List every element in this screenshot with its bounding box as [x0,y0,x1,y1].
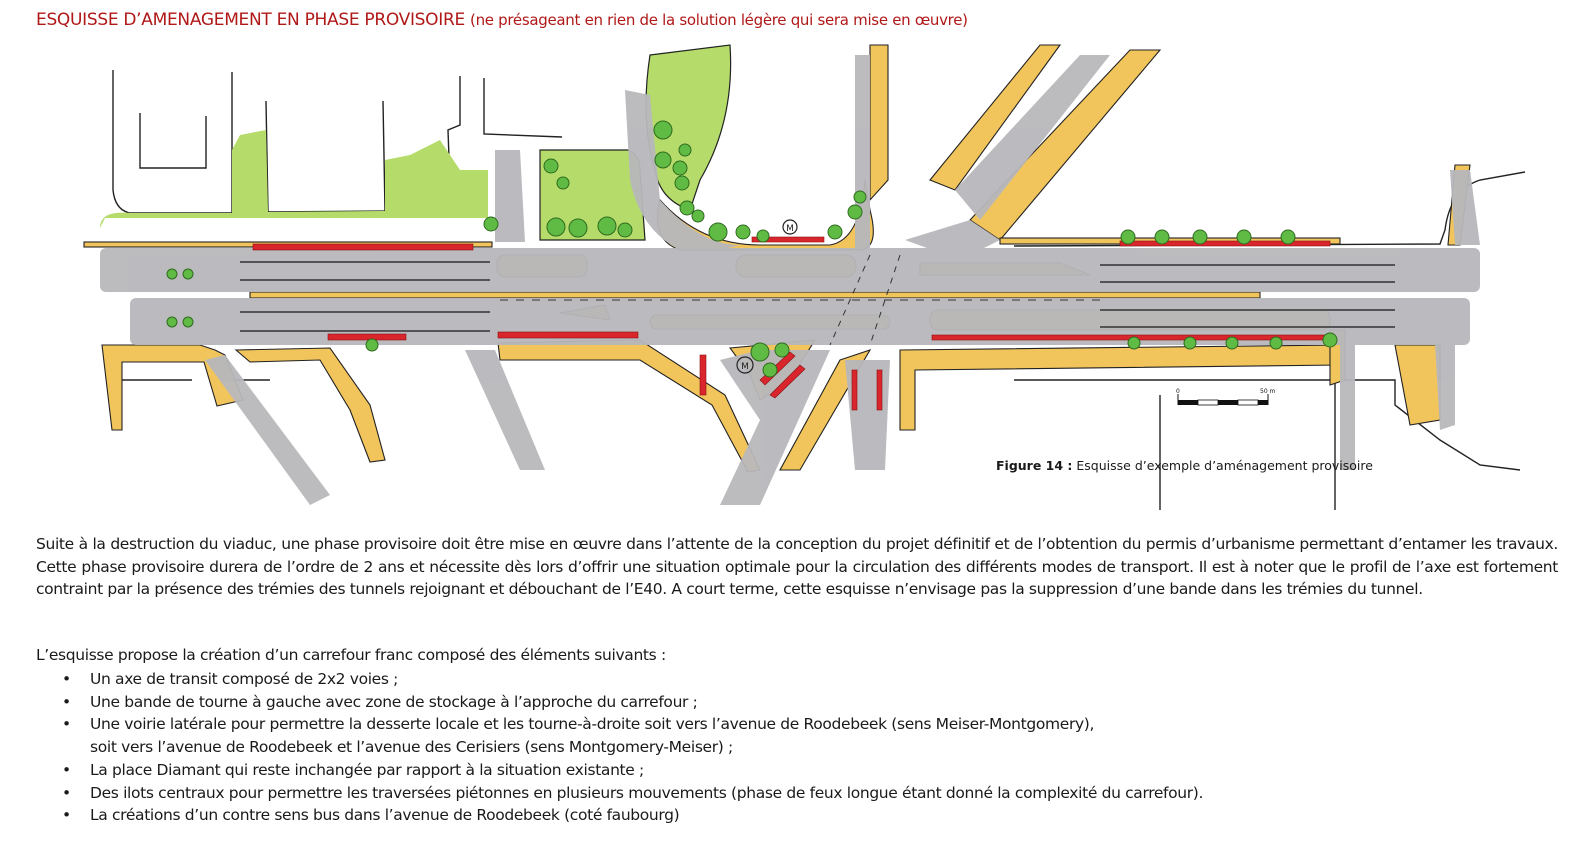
svg-text:M: M [786,224,794,234]
list-item: • Une bande de tourne à gauche avec zone de stockage à l’approche du carrefour ; [62,691,1203,714]
elements-list [62,668,1203,827]
figure-caption-text: Esquisse d’exemple d’aménagement provisoire [1072,458,1373,473]
title-subtitle: (ne présageant en rien de la solution légère qui sera mise en œuvre) [470,11,968,29]
list-item-continuation: soit vers l’avenue de Roodebeek et l’avenue des Cerisiers (sens Montgomery-Meiser) ; [90,738,733,757]
list-item: • Un axe de transit composé de 2x2 voies ; [62,668,1203,691]
list-item: • Des ilots centraux pour permettre les traversées piétonnes en plusieurs mouvements (phase de feux longue étant donné la complexité du carrefour). [62,782,1203,805]
svg-text:M: M [741,362,749,372]
scale-bar [1176,388,1276,405]
title-main: ESQUISSE D’AMENAGEMENT EN PHASE PROVISOIRE [36,10,465,30]
section-title [36,10,968,30]
intersection-sketch-map [0,40,1595,510]
body-paragraph: Suite à la destruction du viaduc, une phase provisoire doit être mise en œuvre dans l’attente de la conception du projet définitif et de l’obtention du permis d’urbanisme permettant d’entamer les travaux. Cette phase provisoire durera de l’ordre de 2 ans et nécessite dès lors d’offrir une situation optimale pour la circulation des différents modes de transport. Il est à noter que le profil de l’axe est fortement contraint par la présence des trémies des tunnels rejoignant et débouchant de l’E40. A court terme, cette esquisse n’envisage pas la suppression d’une bande dans les trémies du tunnel. [36,535,1558,598]
list-intro: L’esquisse propose la création d’un carrefour franc composé des éléments suivants : [36,646,666,664]
list-item: • La créations d’un contre sens bus dans l’avenue de Roodebeek (coté faubourg) [62,804,1203,827]
scale-end-label: 50 m [1260,388,1276,395]
figure-caption [996,458,1373,473]
figure-label: Figure 14 : [996,458,1073,473]
list-item: • La place Diamant qui reste inchangée par rapport à la situation existante ; [62,759,1203,782]
scale-start-label: 0 [1176,388,1180,395]
list-item: • Une voirie latérale pour permettre la desserte locale et les tourne-à-droite soit vers l’avenue de Roodebeek (sens Meiser-Montgomery), [62,713,1203,736]
